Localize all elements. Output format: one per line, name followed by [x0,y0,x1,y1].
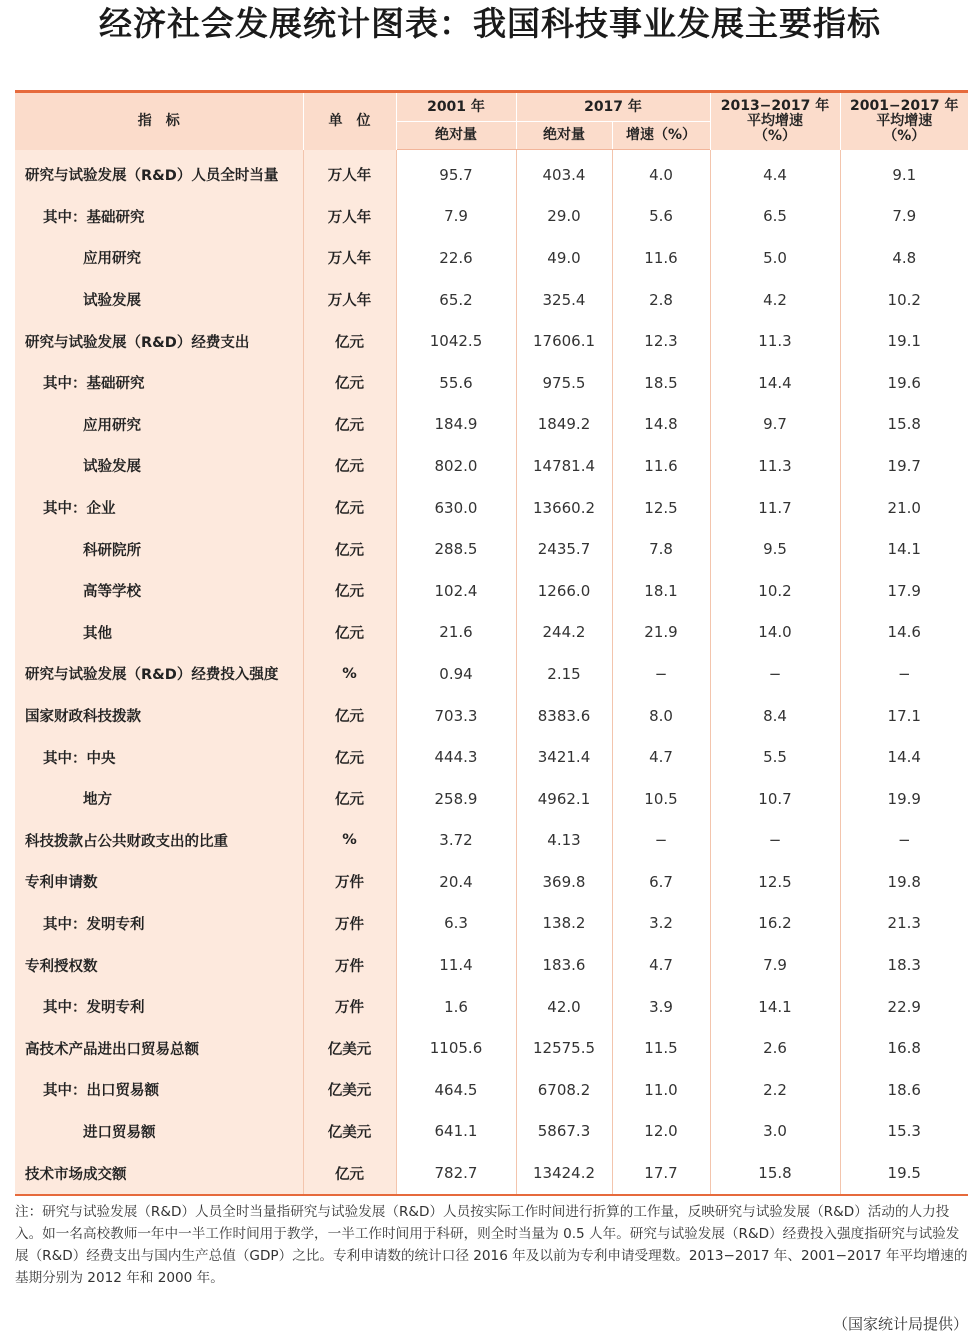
row-avg-2001-2017: 19.9 [887,789,921,808]
row-2001-absolute: 703.3 [396,695,516,737]
row-avg-2001-2017: 19.7 [887,456,921,475]
row-avg-2001-2017: 15.3 [887,1122,921,1141]
row-avg-2013-2017: 7.9 [710,944,840,986]
row-indicator: 技术市场成交额 [15,1152,303,1195]
header-avg-2013-2017-line1: 2013−2017 年 [720,97,830,114]
table-row [15,1027,968,1069]
row-unit: 万人年 [303,279,396,321]
table-row [15,1152,968,1195]
row-unit: 万件 [303,944,396,986]
row-2001-absolute: 3.72 [396,820,516,862]
table-row [15,528,968,570]
row-2017-growth: 18.1 [612,570,710,612]
row-2001-absolute: 802.0 [396,445,516,487]
table-row [15,736,968,778]
row-avg-2013-2017: 12.5 [710,861,840,903]
table-row [15,279,968,321]
row-avg-2013-2017: 5.0 [710,237,840,279]
header-2017-absolute: 绝对量 [516,122,612,150]
row-2017-growth: 11.6 [612,237,710,279]
row-2001-absolute: 1042.5 [396,320,516,362]
row-avg-2001-2017: 14.1 [887,540,921,559]
row-avg-2001-2017: 17.1 [887,706,921,725]
row-2017-absolute: 183.6 [516,944,612,986]
row-2001-absolute: 22.6 [396,237,516,279]
row-avg-2013-2017: − [710,653,840,695]
row-2017-absolute: 4962.1 [516,778,612,820]
row-unit: 亿美元 [303,1069,396,1111]
row-unit: 亿元 [303,404,396,446]
table-row [15,612,968,654]
indicator-table [15,90,968,1196]
header-2017: 2017 年 [516,92,710,122]
table-row [15,653,968,695]
row-avg-2013-2017: 14.4 [710,362,840,404]
row-avg-2013-2017: 10.7 [710,778,840,820]
row-indicator: 其中：基础研究 [15,362,303,404]
header-unit: 单 位 [303,92,396,150]
row-2017-growth: 17.7 [612,1152,710,1195]
table-body [15,150,968,1195]
row-2017-growth: 12.5 [612,487,710,529]
row-avg-2001-2017: 19.8 [887,872,921,891]
row-unit: 万人年 [303,150,396,196]
row-2017-growth: 18.5 [612,362,710,404]
row-unit: 亿元 [303,570,396,612]
row-unit: 亿元 [303,320,396,362]
row-avg-2001-2017: 16.8 [887,1039,921,1058]
row-2017-growth: 12.0 [612,1111,710,1153]
row-avg-2013-2017: 11.3 [710,320,840,362]
table-row [15,320,968,362]
row-avg-2001-2017: 21.0 [887,498,921,517]
table-row [15,445,968,487]
row-indicator: 其中：中央 [15,736,303,778]
row-2001-absolute: 95.7 [396,150,516,196]
row-2017-growth: 21.9 [612,612,710,654]
row-2017-absolute: 369.8 [516,861,612,903]
row-avg-2001-2017: 4.8 [892,248,917,267]
table-row [15,820,968,862]
header-avg-2001-2017 [840,92,968,150]
header-avg-2001-2017-line1: 2001−2017 年 [849,97,959,114]
row-2001-absolute: 55.6 [396,362,516,404]
row-avg-2001-2017: 18.6 [887,1080,921,1099]
header-avg-2001-2017-line2: 平均增速 [876,112,933,129]
row-2001-absolute: 288.5 [396,528,516,570]
header-avg-2013-2017 [710,92,840,150]
header-indicator: 指 标 [15,92,303,150]
row-indicator: 应用研究 [15,404,303,446]
row-indicator: 研究与试验发展（R&D）经费支出 [15,320,303,362]
row-2001-absolute: 641.1 [396,1111,516,1153]
row-2017-absolute: 1849.2 [516,404,612,446]
row-2001-absolute: 1.6 [396,986,516,1028]
row-avg-2013-2017: 9.5 [710,528,840,570]
row-2017-growth: 3.9 [612,986,710,1028]
row-2017-absolute: 2.15 [516,653,612,695]
row-2001-absolute: 258.9 [396,778,516,820]
row-avg-2001-2017: − [897,831,911,850]
row-2017-absolute: 29.0 [516,196,612,238]
row-avg-2013-2017: 8.4 [710,695,840,737]
page-title: 经济社会发展统计图表：我国科技事业发展主要指标 [99,4,881,43]
row-indicator: 研究与试验发展（R&D）人员全时当量 [15,150,303,196]
row-avg-2001-2017: 15.8 [887,415,921,434]
table-row [15,861,968,903]
row-2001-absolute: 65.2 [396,279,516,321]
row-avg-2001-2017: 19.1 [887,332,921,351]
row-2017-absolute: 42.0 [516,986,612,1028]
row-2001-absolute: 464.5 [396,1069,516,1111]
header-avg-2013-2017-line2: 平均增速 [747,112,803,129]
table-row [15,903,968,945]
row-2001-absolute: 184.9 [396,404,516,446]
table-row [15,944,968,986]
row-unit: 亿元 [303,487,396,529]
row-avg-2001-2017: 21.3 [887,914,921,933]
header-2001-absolute: 绝对量 [396,122,516,150]
row-avg-2013-2017: 11.7 [710,487,840,529]
table-row [15,1069,968,1111]
row-2017-absolute: 4.13 [516,820,612,862]
row-2017-absolute: 138.2 [516,903,612,945]
row-2017-growth: 4.7 [612,944,710,986]
row-unit: 亿元 [303,445,396,487]
row-2017-growth: 11.6 [612,445,710,487]
row-2017-growth: 12.3 [612,320,710,362]
row-indicator: 其中：发明专利 [15,986,303,1028]
row-unit: 亿元 [303,736,396,778]
row-unit: 亿元 [303,695,396,737]
row-indicator: 专利授权数 [15,944,303,986]
row-avg-2013-2017: 11.3 [710,445,840,487]
row-unit: % [303,820,396,862]
row-unit: 亿元 [303,362,396,404]
row-indicator: 试验发展 [15,445,303,487]
row-unit: 万件 [303,903,396,945]
row-indicator: 科技拨款占公共财政支出的比重 [15,820,303,862]
row-2017-growth: 6.7 [612,861,710,903]
header-avg-2013-2017-line3: （%） [753,127,797,144]
row-indicator: 高等学校 [15,570,303,612]
row-2017-growth: 11.5 [612,1027,710,1069]
row-avg-2001-2017: 10.2 [887,290,921,309]
row-avg-2013-2017: 6.5 [710,196,840,238]
row-avg-2001-2017: 18.3 [887,956,921,975]
row-avg-2001-2017: 22.9 [887,997,921,1016]
row-avg-2013-2017: 3.0 [710,1111,840,1153]
table-row [15,362,968,404]
row-indicator: 研究与试验发展（R&D）经费投入强度 [15,653,303,695]
row-indicator: 专利申请数 [15,861,303,903]
row-avg-2001-2017: 19.5 [840,1152,968,1195]
row-avg-2001-2017: 14.4 [887,748,921,767]
row-2017-growth: 14.8 [612,404,710,446]
row-2017-absolute: 49.0 [516,237,612,279]
table-row [15,570,968,612]
row-2017-absolute: 244.2 [516,612,612,654]
row-2001-absolute: 20.4 [396,861,516,903]
row-indicator: 其中：基础研究 [15,196,303,238]
row-unit: % [303,653,396,695]
row-avg-2013-2017: 10.2 [710,570,840,612]
row-2017-growth: 10.5 [612,778,710,820]
row-unit: 亿元 [303,1152,396,1195]
row-avg-2013-2017: 9.7 [710,404,840,446]
table-row [15,778,968,820]
row-avg-2001-2017: 9.1 [892,165,917,184]
row-indicator: 高技术产品进出口贸易总额 [15,1027,303,1069]
row-unit: 万件 [303,986,396,1028]
row-2017-absolute: 3421.4 [516,736,612,778]
row-2017-growth: 4.7 [612,736,710,778]
row-indicator: 地方 [15,778,303,820]
row-2001-absolute: 6.3 [396,903,516,945]
row-2017-absolute: 13660.2 [516,487,612,529]
row-avg-2013-2017: 4.2 [710,279,840,321]
row-indicator: 进口贸易额 [15,1111,303,1153]
row-2017-growth: 5.6 [612,196,710,238]
row-unit: 亿元 [303,612,396,654]
table-row [15,1111,968,1153]
table-row [15,487,968,529]
row-avg-2001-2017: 19.6 [887,373,921,392]
row-2017-growth: 4.0 [612,150,710,196]
row-indicator: 其他 [15,612,303,654]
table-row [15,237,968,279]
row-avg-2013-2017: 4.4 [710,150,840,196]
row-indicator: 国家财政科技拨款 [15,695,303,737]
row-2001-absolute: 21.6 [396,612,516,654]
row-2017-growth: 3.2 [612,903,710,945]
row-2017-absolute: 17606.1 [516,320,612,362]
row-2017-absolute: 975.5 [516,362,612,404]
row-2017-absolute: 12575.5 [516,1027,612,1069]
footnote: 注：研究与试验发展（R&D）人员全时当量指研究与试验发展（R&D）人员按实际工作时间进行折算的工作量，反映研究与试验发展（R&D）活动的人力投入。如一名高校教师一年中一半工作时间用于教学，一半工作时间用于科研，则全时当量为 0.5 人年。研究与试验发展（R&D）经费投入强度指研究与试验发展（R&D）经费支出与国内生产总值（GDP）之比。专利申请数的统计口径 2016 年及以前为专利申请受理数。2013−2017 年、2001−2017 年平均增速的基期分别为 2012 年和 2000 年。 [15,1204,968,1286]
row-2001-absolute: 102.4 [396,570,516,612]
row-indicator: 科研院所 [15,528,303,570]
row-unit: 万人年 [303,237,396,279]
row-indicator: 其中：出口贸易额 [15,1069,303,1111]
row-2017-growth: − [612,653,710,695]
row-avg-2013-2017: 2.2 [710,1069,840,1111]
row-2017-absolute: 8383.6 [516,695,612,737]
indicator-table-wrapper [15,90,968,1196]
header-2017-growth: 增速（%） [612,122,710,150]
row-indicator: 应用研究 [15,237,303,279]
row-2017-absolute: 5867.3 [516,1111,612,1153]
row-2017-growth: 2.8 [612,279,710,321]
header-avg-2001-2017-line3: （%） [883,127,926,144]
row-2017-absolute: 13424.2 [516,1152,612,1195]
row-2017-growth: 11.0 [612,1069,710,1111]
row-2017-absolute: 1266.0 [516,570,612,612]
row-2017-absolute: 6708.2 [516,1069,612,1111]
source-credit: （国家统计局提供） [832,1315,968,1333]
row-unit: 万人年 [303,196,396,238]
row-avg-2001-2017: 17.9 [887,581,921,600]
row-avg-2001-2017: 7.9 [892,207,917,226]
row-2017-growth: 7.8 [612,528,710,570]
row-avg-2013-2017: 14.1 [710,986,840,1028]
row-indicator: 其中：发明专利 [15,903,303,945]
row-2001-absolute: 444.3 [396,736,516,778]
row-2017-absolute: 325.4 [516,279,612,321]
header-2001: 2001 年 [396,92,516,122]
row-indicator: 试验发展 [15,279,303,321]
table-row [15,196,968,238]
row-2017-growth: 8.0 [612,695,710,737]
table-header [15,92,968,150]
row-unit: 亿美元 [303,1111,396,1153]
row-avg-2013-2017: − [710,820,840,862]
row-2017-absolute: 403.4 [516,150,612,196]
row-avg-2013-2017: 14.0 [710,612,840,654]
row-2001-absolute: 630.0 [396,487,516,529]
row-unit: 亿元 [303,778,396,820]
row-indicator: 其中：企业 [15,487,303,529]
row-avg-2013-2017: 16.2 [710,903,840,945]
row-2001-absolute: 1105.6 [396,1027,516,1069]
table-row [15,695,968,737]
row-2001-absolute: 11.4 [396,944,516,986]
row-unit: 万件 [303,861,396,903]
table-row [15,986,968,1028]
row-2001-absolute: 0.94 [396,653,516,695]
row-2017-absolute: 2435.7 [516,528,612,570]
row-2017-growth: − [612,820,710,862]
row-avg-2013-2017: 5.5 [710,736,840,778]
row-2001-absolute: 7.9 [396,196,516,238]
row-unit: 亿美元 [303,1027,396,1069]
row-avg-2001-2017: 14.6 [887,623,921,642]
row-2001-absolute: 782.7 [396,1152,516,1195]
row-unit: 亿元 [303,528,396,570]
row-avg-2013-2017: 15.8 [710,1152,840,1195]
table-row [15,404,968,446]
row-avg-2013-2017: 2.6 [710,1027,840,1069]
row-avg-2001-2017: − [897,664,911,683]
table-row [15,150,968,196]
row-2017-absolute: 14781.4 [516,445,612,487]
